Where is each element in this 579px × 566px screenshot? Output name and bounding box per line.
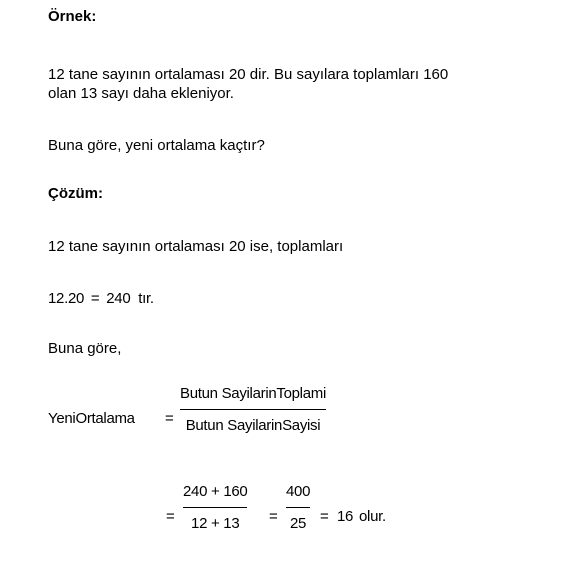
calc-equals-1: = (166, 508, 175, 525)
calc-result: 16 (337, 508, 354, 525)
calc-fraction-2 (286, 482, 310, 533)
product-equation (48, 289, 154, 308)
fraction-bar (180, 409, 326, 410)
calc-suffix: olur. (359, 508, 386, 525)
calc-numerator-1: 240 + 160 (183, 483, 248, 500)
calc-equals-2: = (269, 508, 278, 525)
formula-fraction (180, 384, 326, 435)
calc-fraction-1 (183, 482, 247, 533)
buna-gore-text: Buna göre, (48, 340, 122, 357)
formula-lhs: YeniOrtalama (48, 410, 135, 427)
solution-intro: 12 tane sayının ortalaması 20 ise, toplamları (48, 238, 344, 255)
example-heading: Örnek: (48, 8, 97, 25)
problem-line-2: olan 13 sayı daha ekleniyor. (48, 85, 234, 102)
formula-equals: = (165, 410, 174, 427)
problem-line-1: 12 tane sayının ortalaması 20 dir. Bu sayılara toplamları 160 (48, 66, 449, 83)
product-value: 240 (106, 290, 131, 307)
product-suffix: tır. (138, 290, 154, 307)
product-expr: 12.20 (48, 290, 85, 307)
formula-numerator: Butun SayilarinToplami (180, 385, 326, 402)
formula-denominator: Butun SayilarinSayisi (185, 417, 321, 434)
calc-denominator-1: 12 + 13 (191, 515, 240, 532)
problem-question: Buna göre, yeni ortalama kaçtır? (48, 137, 265, 154)
calc-equals-3: = (320, 508, 329, 525)
calc-denominator-2: 25 (290, 515, 307, 532)
fraction-bar (183, 507, 247, 508)
fraction-bar (286, 507, 310, 508)
calc-numerator-2: 400 (286, 483, 311, 500)
product-equals: = (90, 290, 100, 307)
solution-heading: Çözüm: (48, 185, 103, 202)
